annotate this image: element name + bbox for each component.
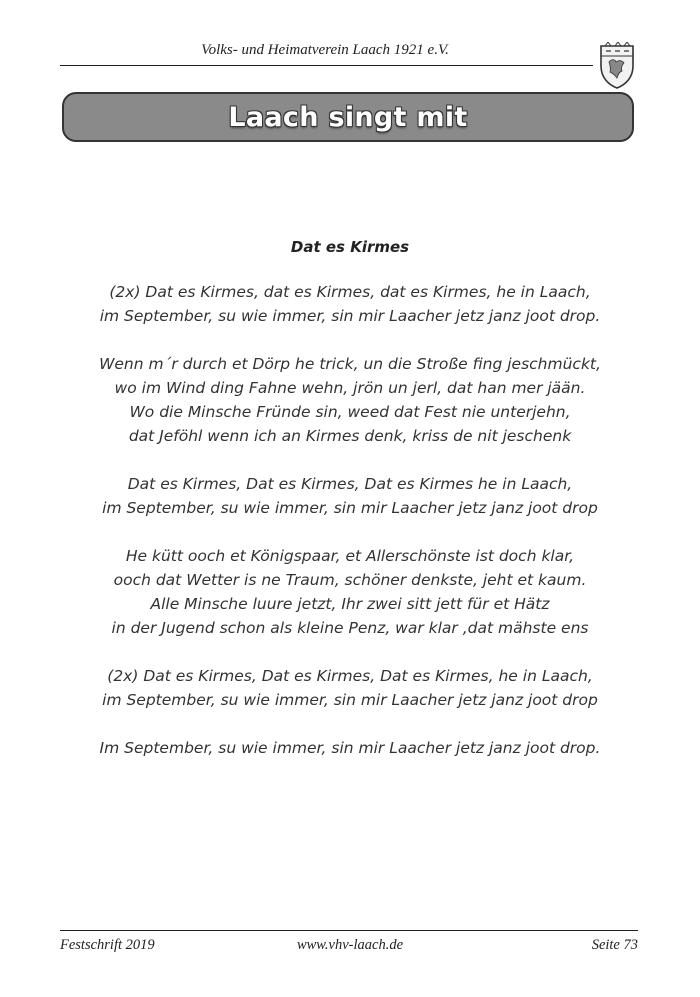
footer-divider bbox=[60, 930, 638, 931]
lyric-line: wo im Wind ding Fahne wehn, jrön un jerl, dat han mer jään. bbox=[114, 379, 586, 397]
banner-title: Laach singt mit bbox=[228, 101, 468, 133]
lyric-line: dat Jeföhl wenn ich an Kirmes denk, kriss de nit jeschenk bbox=[128, 427, 572, 445]
lyric-line: in der Jugend schon als kleine Penz, war klar ,dat mähste ens bbox=[111, 619, 589, 637]
stanza bbox=[40, 664, 660, 712]
lyric-line: (2x) Dat es Kirmes, Dat es Kirmes, Dat es Kirmes, he in Laach, bbox=[107, 667, 593, 685]
lyric-line: He kütt ooch et Königspaar, et Allerschönste ist doch klar, bbox=[125, 547, 575, 565]
lyric-line: im September, su wie immer, sin mir Laacher jetz janz joot drop bbox=[102, 691, 598, 709]
page-number: Seite 73 bbox=[591, 937, 638, 953]
coat-of-arms-icon bbox=[597, 42, 637, 90]
stanza bbox=[40, 544, 660, 640]
song-title: Dat es Kirmes bbox=[290, 238, 410, 256]
lyric-line: im September, su wie immer, sin mir Laacher jetz janz joot drop. bbox=[99, 307, 601, 325]
lyric-line: ooch dat Wetter is ne Traum, schöner denkste, jeht et kaum. bbox=[113, 571, 587, 589]
lyric-line: Dat es Kirmes, Dat es Kirmes, Dat es Kirmes he in Laach, bbox=[127, 475, 573, 493]
footer-website: www.vhv-laach.de bbox=[296, 937, 404, 953]
stanza bbox=[40, 736, 660, 760]
stanza bbox=[40, 280, 660, 328]
lyric-line: Wo die Minsche Fründe sin, weed dat Fest nie unterjehn, bbox=[129, 403, 571, 421]
lyric-line: im September, su wie immer, sin mir Laacher jetz janz joot drop bbox=[102, 499, 598, 517]
footer-publication: Festschrift 2019 bbox=[60, 937, 155, 953]
lyric-line: (2x) Dat es Kirmes, dat es Kirmes, dat es Kirmes, he in Laach, bbox=[109, 283, 591, 301]
lyric-line: Im September, su wie immer, sin mir Laacher jetz janz joot drop. bbox=[99, 739, 601, 757]
lyric-line: Alle Minsche luure jetzt, Ihr zwei sitt jett für et Hätz bbox=[150, 595, 550, 613]
header-divider bbox=[60, 65, 593, 66]
lyric-line: Wenn m´r durch et Dörp he trick, un die Stroße fing jeschmückt, bbox=[99, 355, 601, 373]
stanza bbox=[40, 352, 660, 448]
organization-name: Volks- und Heimatverein Laach 1921 e.V. bbox=[201, 42, 449, 58]
song-lyrics bbox=[40, 238, 660, 784]
stanza bbox=[40, 472, 660, 520]
title-banner bbox=[62, 92, 634, 142]
